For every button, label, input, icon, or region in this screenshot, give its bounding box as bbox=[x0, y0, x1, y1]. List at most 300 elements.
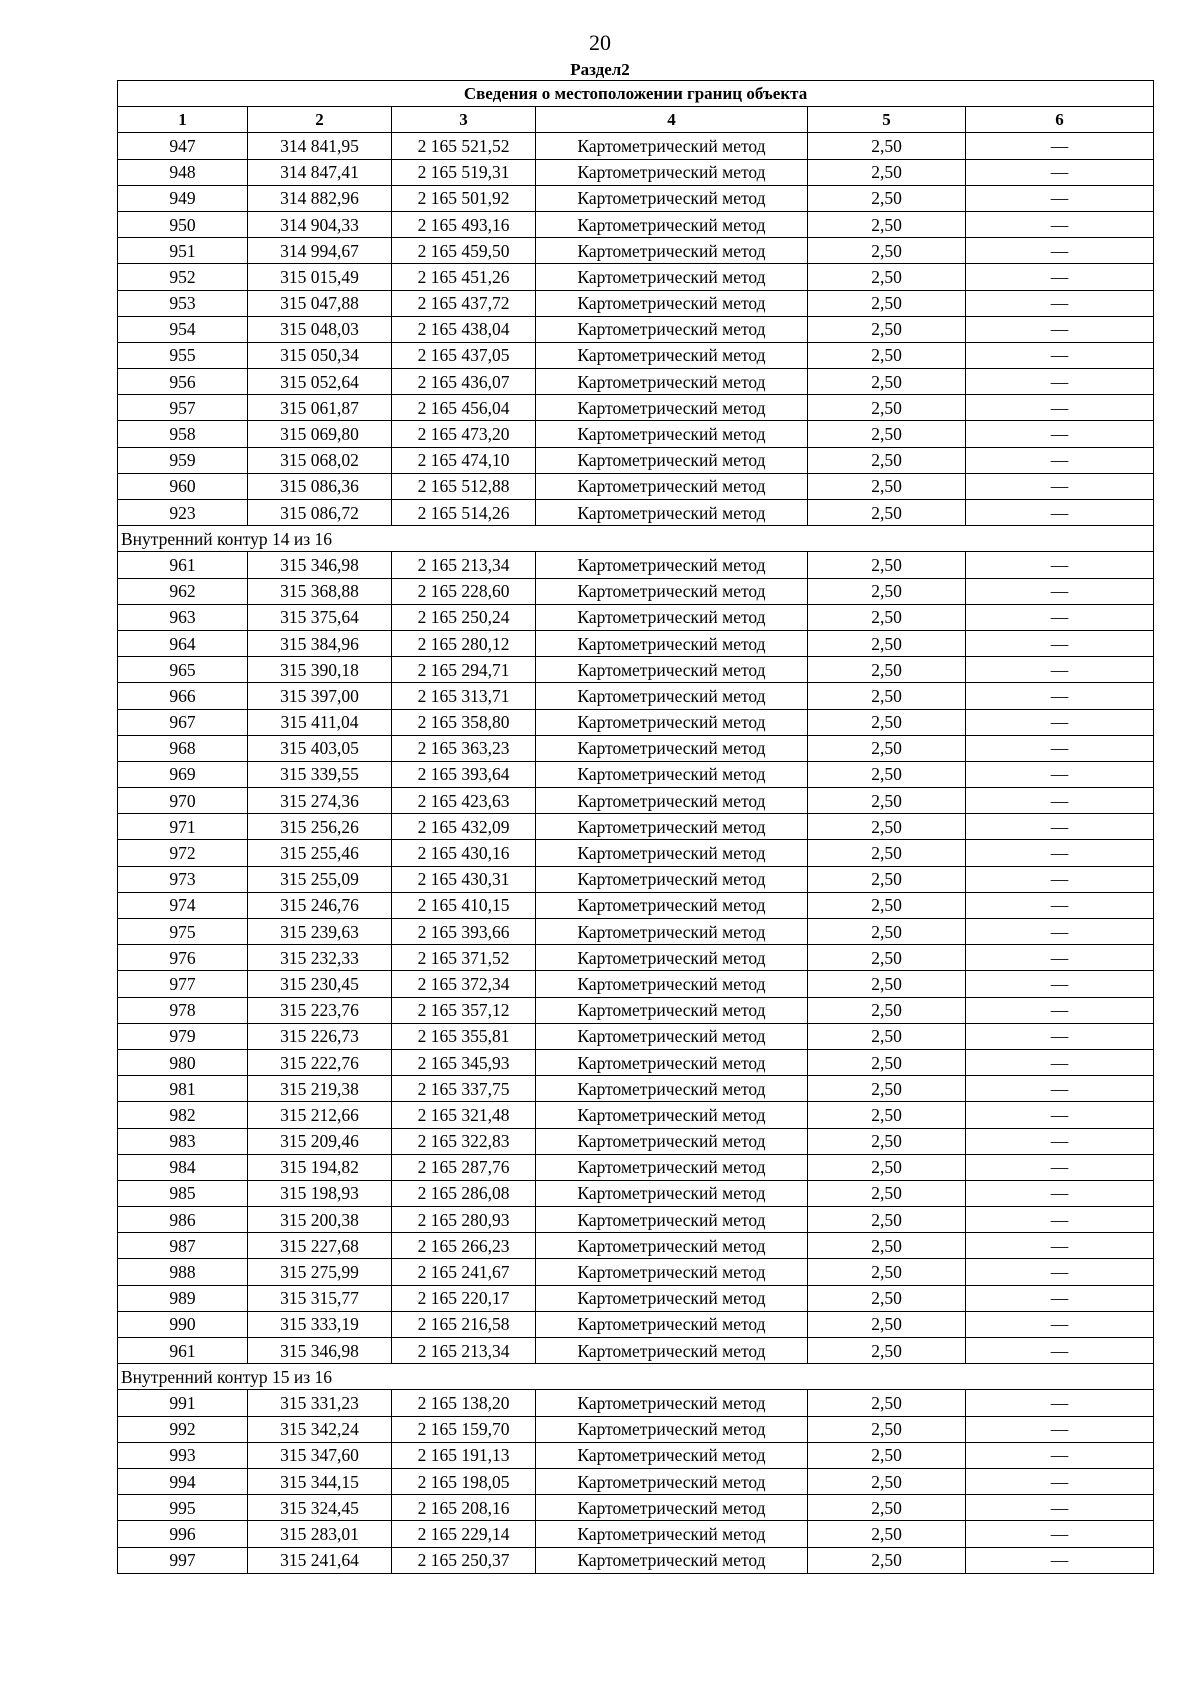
accuracy-cell: 2,50 bbox=[808, 1207, 966, 1233]
y-coordinate-cell: 2 165 213,34 bbox=[392, 1338, 536, 1364]
accuracy-cell: 2,50 bbox=[808, 683, 966, 709]
method-cell: Картометрический метод bbox=[536, 473, 808, 499]
point-number-cell: 961 bbox=[118, 1338, 248, 1364]
contour-group-row bbox=[118, 1364, 1154, 1390]
point-number-cell: 968 bbox=[118, 735, 248, 761]
table-row bbox=[118, 630, 1154, 656]
description-cell: — bbox=[966, 552, 1154, 578]
contour-group-label: Внутренний контур 15 из 16 bbox=[118, 1364, 1154, 1390]
table-row bbox=[118, 1207, 1154, 1233]
description-cell: — bbox=[966, 604, 1154, 630]
description-cell: — bbox=[966, 1442, 1154, 1468]
x-coordinate-cell: 315 390,18 bbox=[248, 657, 392, 683]
method-cell: Картометрический метод bbox=[536, 788, 808, 814]
accuracy-cell: 2,50 bbox=[808, 1390, 966, 1416]
y-coordinate-cell: 2 165 474,10 bbox=[392, 447, 536, 473]
table-row bbox=[118, 369, 1154, 395]
section-title: Раздел2 bbox=[570, 60, 630, 79]
table-row bbox=[118, 500, 1154, 526]
point-number-cell: 983 bbox=[118, 1128, 248, 1154]
description-cell: — bbox=[966, 761, 1154, 787]
table-row bbox=[118, 892, 1154, 918]
y-coordinate-cell: 2 165 213,34 bbox=[392, 552, 536, 578]
y-coordinate-cell: 2 165 393,64 bbox=[392, 761, 536, 787]
y-coordinate-cell: 2 165 432,09 bbox=[392, 814, 536, 840]
x-coordinate-cell: 314 994,67 bbox=[248, 238, 392, 264]
table-row bbox=[118, 945, 1154, 971]
method-cell: Картометрический метод bbox=[536, 1233, 808, 1259]
point-number-cell: 965 bbox=[118, 657, 248, 683]
accuracy-cell: 2,50 bbox=[808, 264, 966, 290]
x-coordinate-cell: 315 194,82 bbox=[248, 1154, 392, 1180]
table-title: Сведения о местоположении границ объекта bbox=[118, 81, 1154, 107]
table-row bbox=[118, 971, 1154, 997]
method-cell: Картометрический метод bbox=[536, 604, 808, 630]
x-coordinate-cell: 315 200,38 bbox=[248, 1207, 392, 1233]
method-cell: Картометрический метод bbox=[536, 290, 808, 316]
description-cell: — bbox=[966, 1207, 1154, 1233]
description-cell: — bbox=[966, 342, 1154, 368]
point-number-cell: 985 bbox=[118, 1180, 248, 1206]
method-cell: Картометрический метод bbox=[536, 316, 808, 342]
description-cell: — bbox=[966, 1338, 1154, 1364]
point-number-cell: 947 bbox=[118, 133, 248, 159]
description-cell: — bbox=[966, 264, 1154, 290]
description-cell: — bbox=[966, 185, 1154, 211]
point-number-cell: 954 bbox=[118, 316, 248, 342]
y-coordinate-cell: 2 165 228,60 bbox=[392, 578, 536, 604]
accuracy-cell: 2,50 bbox=[808, 1468, 966, 1494]
point-number-cell: 978 bbox=[118, 997, 248, 1023]
table-row bbox=[118, 552, 1154, 578]
contour-group-label: Внутренний контур 14 из 16 bbox=[118, 526, 1154, 552]
point-number-cell: 966 bbox=[118, 683, 248, 709]
table-row bbox=[118, 473, 1154, 499]
method-cell: Картометрический метод bbox=[536, 919, 808, 945]
x-coordinate-cell: 315 315,77 bbox=[248, 1285, 392, 1311]
point-number-cell: 986 bbox=[118, 1207, 248, 1233]
x-coordinate-cell: 315 344,15 bbox=[248, 1468, 392, 1494]
method-cell: Картометрический метод bbox=[536, 1023, 808, 1049]
method-cell: Картометрический метод bbox=[536, 447, 808, 473]
point-number-cell: 957 bbox=[118, 395, 248, 421]
method-cell: Картометрический метод bbox=[536, 735, 808, 761]
accuracy-cell: 2,50 bbox=[808, 421, 966, 447]
y-coordinate-cell: 2 165 437,72 bbox=[392, 290, 536, 316]
method-cell: Картометрический метод bbox=[536, 264, 808, 290]
y-coordinate-cell: 2 165 345,93 bbox=[392, 1049, 536, 1075]
column-number: 4 bbox=[536, 107, 808, 133]
accuracy-cell: 2,50 bbox=[808, 892, 966, 918]
accuracy-cell: 2,50 bbox=[808, 290, 966, 316]
description-cell: — bbox=[966, 211, 1154, 237]
y-coordinate-cell: 2 165 371,52 bbox=[392, 945, 536, 971]
method-cell: Картометрический метод bbox=[536, 1442, 808, 1468]
table-row bbox=[118, 1311, 1154, 1337]
method-cell: Картометрический метод bbox=[536, 342, 808, 368]
y-coordinate-cell: 2 165 294,71 bbox=[392, 657, 536, 683]
y-coordinate-cell: 2 165 473,20 bbox=[392, 421, 536, 447]
method-cell: Картометрический метод bbox=[536, 238, 808, 264]
point-number-cell: 953 bbox=[118, 290, 248, 316]
x-coordinate-cell: 315 274,36 bbox=[248, 788, 392, 814]
y-coordinate-cell: 2 165 438,04 bbox=[392, 316, 536, 342]
point-number-cell: 952 bbox=[118, 264, 248, 290]
accuracy-cell: 2,50 bbox=[808, 578, 966, 604]
description-cell: — bbox=[966, 578, 1154, 604]
x-coordinate-cell: 315 246,76 bbox=[248, 892, 392, 918]
y-coordinate-cell: 2 165 355,81 bbox=[392, 1023, 536, 1049]
accuracy-cell: 2,50 bbox=[808, 133, 966, 159]
x-coordinate-cell: 315 283,01 bbox=[248, 1521, 392, 1547]
x-coordinate-cell: 315 256,26 bbox=[248, 814, 392, 840]
method-cell: Картометрический метод bbox=[536, 500, 808, 526]
table-body bbox=[118, 133, 1154, 1573]
y-coordinate-cell: 2 165 358,80 bbox=[392, 709, 536, 735]
x-coordinate-cell: 315 346,98 bbox=[248, 1338, 392, 1364]
method-cell: Картометрический метод bbox=[536, 1285, 808, 1311]
x-coordinate-cell: 315 061,87 bbox=[248, 395, 392, 421]
table-row bbox=[118, 447, 1154, 473]
table-row bbox=[118, 133, 1154, 159]
accuracy-cell: 2,50 bbox=[808, 1521, 966, 1547]
y-coordinate-cell: 2 165 229,14 bbox=[392, 1521, 536, 1547]
method-cell: Картометрический метод bbox=[536, 866, 808, 892]
y-coordinate-cell: 2 165 286,08 bbox=[392, 1180, 536, 1206]
description-cell: — bbox=[966, 840, 1154, 866]
table-row bbox=[118, 1102, 1154, 1128]
x-coordinate-cell: 315 069,80 bbox=[248, 421, 392, 447]
x-coordinate-cell: 315 368,88 bbox=[248, 578, 392, 604]
method-cell: Картометрический метод bbox=[536, 395, 808, 421]
description-cell: — bbox=[966, 709, 1154, 735]
table-row bbox=[118, 997, 1154, 1023]
accuracy-cell: 2,50 bbox=[808, 604, 966, 630]
table-row bbox=[118, 866, 1154, 892]
x-coordinate-cell: 315 047,88 bbox=[248, 290, 392, 316]
point-number-cell: 971 bbox=[118, 814, 248, 840]
x-coordinate-cell: 315 209,46 bbox=[248, 1128, 392, 1154]
accuracy-cell: 2,50 bbox=[808, 1495, 966, 1521]
table-row bbox=[118, 1023, 1154, 1049]
point-number-cell: 973 bbox=[118, 866, 248, 892]
description-cell: — bbox=[966, 1416, 1154, 1442]
accuracy-cell: 2,50 bbox=[808, 919, 966, 945]
method-cell: Картометрический метод bbox=[536, 421, 808, 447]
accuracy-cell: 2,50 bbox=[808, 971, 966, 997]
method-cell: Картометрический метод bbox=[536, 1076, 808, 1102]
table-row bbox=[118, 1521, 1154, 1547]
description-cell: — bbox=[966, 683, 1154, 709]
method-cell: Картометрический метод bbox=[536, 1154, 808, 1180]
accuracy-cell: 2,50 bbox=[808, 1023, 966, 1049]
method-cell: Картометрический метод bbox=[536, 709, 808, 735]
table-row bbox=[118, 578, 1154, 604]
accuracy-cell: 2,50 bbox=[808, 814, 966, 840]
description-cell: — bbox=[966, 1233, 1154, 1259]
accuracy-cell: 2,50 bbox=[808, 997, 966, 1023]
y-coordinate-cell: 2 165 241,67 bbox=[392, 1259, 536, 1285]
y-coordinate-cell: 2 165 514,26 bbox=[392, 500, 536, 526]
accuracy-cell: 2,50 bbox=[808, 1154, 966, 1180]
point-number-cell: 956 bbox=[118, 369, 248, 395]
table-row bbox=[118, 1233, 1154, 1259]
y-coordinate-cell: 2 165 493,16 bbox=[392, 211, 536, 237]
method-cell: Картометрический метод bbox=[536, 552, 808, 578]
method-cell: Картометрический метод bbox=[536, 1049, 808, 1075]
method-cell: Картометрический метод bbox=[536, 211, 808, 237]
table-row bbox=[118, 1468, 1154, 1494]
table-row bbox=[118, 1442, 1154, 1468]
y-coordinate-cell: 2 165 393,66 bbox=[392, 919, 536, 945]
table-row bbox=[118, 290, 1154, 316]
x-coordinate-cell: 315 411,04 bbox=[248, 709, 392, 735]
description-cell: — bbox=[966, 866, 1154, 892]
y-coordinate-cell: 2 165 459,50 bbox=[392, 238, 536, 264]
description-cell: — bbox=[966, 919, 1154, 945]
accuracy-cell: 2,50 bbox=[808, 1442, 966, 1468]
x-coordinate-cell: 315 255,46 bbox=[248, 840, 392, 866]
table-row bbox=[118, 1495, 1154, 1521]
x-coordinate-cell: 315 255,09 bbox=[248, 866, 392, 892]
x-coordinate-cell: 315 333,19 bbox=[248, 1311, 392, 1337]
accuracy-cell: 2,50 bbox=[808, 788, 966, 814]
accuracy-cell: 2,50 bbox=[808, 657, 966, 683]
column-number: 6 bbox=[966, 107, 1154, 133]
description-cell: — bbox=[966, 316, 1154, 342]
method-cell: Картометрический метод bbox=[536, 185, 808, 211]
y-coordinate-cell: 2 165 220,17 bbox=[392, 1285, 536, 1311]
description-cell: — bbox=[966, 133, 1154, 159]
method-cell: Картометрический метод bbox=[536, 630, 808, 656]
column-number: 1 bbox=[118, 107, 248, 133]
table-row bbox=[118, 342, 1154, 368]
y-coordinate-cell: 2 165 138,20 bbox=[392, 1390, 536, 1416]
accuracy-cell: 2,50 bbox=[808, 369, 966, 395]
y-coordinate-cell: 2 165 159,70 bbox=[392, 1416, 536, 1442]
x-coordinate-cell: 315 226,73 bbox=[248, 1023, 392, 1049]
y-coordinate-cell: 2 165 410,15 bbox=[392, 892, 536, 918]
column-number-row bbox=[118, 107, 1154, 133]
point-number-cell: 975 bbox=[118, 919, 248, 945]
method-cell: Картометрический метод bbox=[536, 1128, 808, 1154]
column-number: 3 bbox=[392, 107, 536, 133]
description-cell: — bbox=[966, 997, 1154, 1023]
accuracy-cell: 2,50 bbox=[808, 1233, 966, 1259]
method-cell: Картометрический метод bbox=[536, 657, 808, 683]
y-coordinate-cell: 2 165 430,31 bbox=[392, 866, 536, 892]
method-cell: Картометрический метод bbox=[536, 1338, 808, 1364]
description-cell: — bbox=[966, 290, 1154, 316]
description-cell: — bbox=[966, 369, 1154, 395]
description-cell: — bbox=[966, 657, 1154, 683]
point-number-cell: 976 bbox=[118, 945, 248, 971]
point-number-cell: 923 bbox=[118, 500, 248, 526]
x-coordinate-cell: 315 015,49 bbox=[248, 264, 392, 290]
point-number-cell: 977 bbox=[118, 971, 248, 997]
accuracy-cell: 2,50 bbox=[808, 1076, 966, 1102]
table-row bbox=[118, 604, 1154, 630]
table-row bbox=[118, 159, 1154, 185]
point-number-cell: 974 bbox=[118, 892, 248, 918]
description-cell: — bbox=[966, 1128, 1154, 1154]
y-coordinate-cell: 2 165 423,63 bbox=[392, 788, 536, 814]
x-coordinate-cell: 315 403,05 bbox=[248, 735, 392, 761]
x-coordinate-cell: 315 230,45 bbox=[248, 971, 392, 997]
x-coordinate-cell: 315 198,93 bbox=[248, 1180, 392, 1206]
y-coordinate-cell: 2 165 191,13 bbox=[392, 1442, 536, 1468]
description-cell: — bbox=[966, 1521, 1154, 1547]
y-coordinate-cell: 2 165 198,05 bbox=[392, 1468, 536, 1494]
point-number-cell: 989 bbox=[118, 1285, 248, 1311]
description-cell: — bbox=[966, 500, 1154, 526]
point-number-cell: 996 bbox=[118, 1521, 248, 1547]
description-cell: — bbox=[966, 1390, 1154, 1416]
y-coordinate-cell: 2 165 501,92 bbox=[392, 185, 536, 211]
table-row bbox=[118, 1547, 1154, 1573]
x-coordinate-cell: 315 324,45 bbox=[248, 1495, 392, 1521]
accuracy-cell: 2,50 bbox=[808, 395, 966, 421]
method-cell: Картометрический метод bbox=[536, 1207, 808, 1233]
boundary-coordinates-table bbox=[117, 80, 1154, 1574]
accuracy-cell: 2,50 bbox=[808, 709, 966, 735]
point-number-cell: 990 bbox=[118, 1311, 248, 1337]
table-row bbox=[118, 735, 1154, 761]
description-cell: — bbox=[966, 473, 1154, 499]
method-cell: Картометрический метод bbox=[536, 1390, 808, 1416]
point-number-cell: 969 bbox=[118, 761, 248, 787]
x-coordinate-cell: 315 052,64 bbox=[248, 369, 392, 395]
description-cell: — bbox=[966, 1468, 1154, 1494]
accuracy-cell: 2,50 bbox=[808, 447, 966, 473]
x-coordinate-cell: 314 882,96 bbox=[248, 185, 392, 211]
accuracy-cell: 2,50 bbox=[808, 185, 966, 211]
description-cell: — bbox=[966, 238, 1154, 264]
method-cell: Картометрический метод bbox=[536, 892, 808, 918]
description-cell: — bbox=[966, 735, 1154, 761]
table-row bbox=[118, 840, 1154, 866]
accuracy-cell: 2,50 bbox=[808, 866, 966, 892]
x-coordinate-cell: 315 384,96 bbox=[248, 630, 392, 656]
x-coordinate-cell: 315 212,66 bbox=[248, 1102, 392, 1128]
accuracy-cell: 2,50 bbox=[808, 1547, 966, 1573]
y-coordinate-cell: 2 165 250,37 bbox=[392, 1547, 536, 1573]
x-coordinate-cell: 315 347,60 bbox=[248, 1442, 392, 1468]
table-row bbox=[118, 395, 1154, 421]
description-cell: — bbox=[966, 1259, 1154, 1285]
table-row bbox=[118, 1390, 1154, 1416]
point-number-cell: 951 bbox=[118, 238, 248, 264]
y-coordinate-cell: 2 165 287,76 bbox=[392, 1154, 536, 1180]
description-cell: — bbox=[966, 421, 1154, 447]
x-coordinate-cell: 314 841,95 bbox=[248, 133, 392, 159]
y-coordinate-cell: 2 165 322,83 bbox=[392, 1128, 536, 1154]
point-number-cell: 959 bbox=[118, 447, 248, 473]
method-cell: Картометрический метод bbox=[536, 1468, 808, 1494]
accuracy-cell: 2,50 bbox=[808, 630, 966, 656]
y-coordinate-cell: 2 165 337,75 bbox=[392, 1076, 536, 1102]
accuracy-cell: 2,50 bbox=[808, 1102, 966, 1128]
table-row bbox=[118, 1128, 1154, 1154]
y-coordinate-cell: 2 165 208,16 bbox=[392, 1495, 536, 1521]
accuracy-cell: 2,50 bbox=[808, 342, 966, 368]
table-row bbox=[118, 709, 1154, 735]
method-cell: Картометрический метод bbox=[536, 814, 808, 840]
description-cell: — bbox=[966, 1102, 1154, 1128]
table-row bbox=[118, 185, 1154, 211]
method-cell: Картометрический метод bbox=[536, 1495, 808, 1521]
x-coordinate-cell: 315 275,99 bbox=[248, 1259, 392, 1285]
description-cell: — bbox=[966, 1049, 1154, 1075]
table-row bbox=[118, 1180, 1154, 1206]
accuracy-cell: 2,50 bbox=[808, 1416, 966, 1442]
x-coordinate-cell: 315 339,55 bbox=[248, 761, 392, 787]
y-coordinate-cell: 2 165 521,52 bbox=[392, 133, 536, 159]
method-cell: Картометрический метод bbox=[536, 1102, 808, 1128]
description-cell: — bbox=[966, 395, 1154, 421]
accuracy-cell: 2,50 bbox=[808, 238, 966, 264]
table-row bbox=[118, 1076, 1154, 1102]
y-coordinate-cell: 2 165 436,07 bbox=[392, 369, 536, 395]
point-number-cell: 955 bbox=[118, 342, 248, 368]
x-coordinate-cell: 315 397,00 bbox=[248, 683, 392, 709]
description-cell: — bbox=[966, 892, 1154, 918]
table-row bbox=[118, 683, 1154, 709]
point-number-cell: 948 bbox=[118, 159, 248, 185]
description-cell: — bbox=[966, 1285, 1154, 1311]
table-row bbox=[118, 238, 1154, 264]
x-coordinate-cell: 315 086,72 bbox=[248, 500, 392, 526]
table-row bbox=[118, 761, 1154, 787]
x-coordinate-cell: 314 847,41 bbox=[248, 159, 392, 185]
x-coordinate-cell: 315 375,64 bbox=[248, 604, 392, 630]
method-cell: Картометрический метод bbox=[536, 683, 808, 709]
y-coordinate-cell: 2 165 266,23 bbox=[392, 1233, 536, 1259]
point-number-cell: 991 bbox=[118, 1390, 248, 1416]
method-cell: Картометрический метод bbox=[536, 945, 808, 971]
accuracy-cell: 2,50 bbox=[808, 1259, 966, 1285]
method-cell: Картометрический метод bbox=[536, 1180, 808, 1206]
y-coordinate-cell: 2 165 250,24 bbox=[392, 604, 536, 630]
point-number-cell: 970 bbox=[118, 788, 248, 814]
method-cell: Картометрический метод bbox=[536, 1416, 808, 1442]
x-coordinate-cell: 315 331,23 bbox=[248, 1390, 392, 1416]
point-number-cell: 997 bbox=[118, 1547, 248, 1573]
point-number-cell: 995 bbox=[118, 1495, 248, 1521]
accuracy-cell: 2,50 bbox=[808, 1128, 966, 1154]
description-cell: — bbox=[966, 447, 1154, 473]
accuracy-cell: 2,50 bbox=[808, 1180, 966, 1206]
point-number-cell: 961 bbox=[118, 552, 248, 578]
x-coordinate-cell: 315 219,38 bbox=[248, 1076, 392, 1102]
accuracy-cell: 2,50 bbox=[808, 735, 966, 761]
table-row bbox=[118, 1259, 1154, 1285]
method-cell: Картометрический метод bbox=[536, 1311, 808, 1337]
description-cell: — bbox=[966, 971, 1154, 997]
accuracy-cell: 2,50 bbox=[808, 500, 966, 526]
y-coordinate-cell: 2 165 216,58 bbox=[392, 1311, 536, 1337]
accuracy-cell: 2,50 bbox=[808, 211, 966, 237]
point-number-cell: 987 bbox=[118, 1233, 248, 1259]
method-cell: Картометрический метод bbox=[536, 1259, 808, 1285]
accuracy-cell: 2,50 bbox=[808, 1049, 966, 1075]
point-number-cell: 962 bbox=[118, 578, 248, 604]
description-cell: — bbox=[966, 630, 1154, 656]
y-coordinate-cell: 2 165 519,31 bbox=[392, 159, 536, 185]
point-number-cell: 979 bbox=[118, 1023, 248, 1049]
point-number-cell: 960 bbox=[118, 473, 248, 499]
description-cell: — bbox=[966, 1154, 1154, 1180]
